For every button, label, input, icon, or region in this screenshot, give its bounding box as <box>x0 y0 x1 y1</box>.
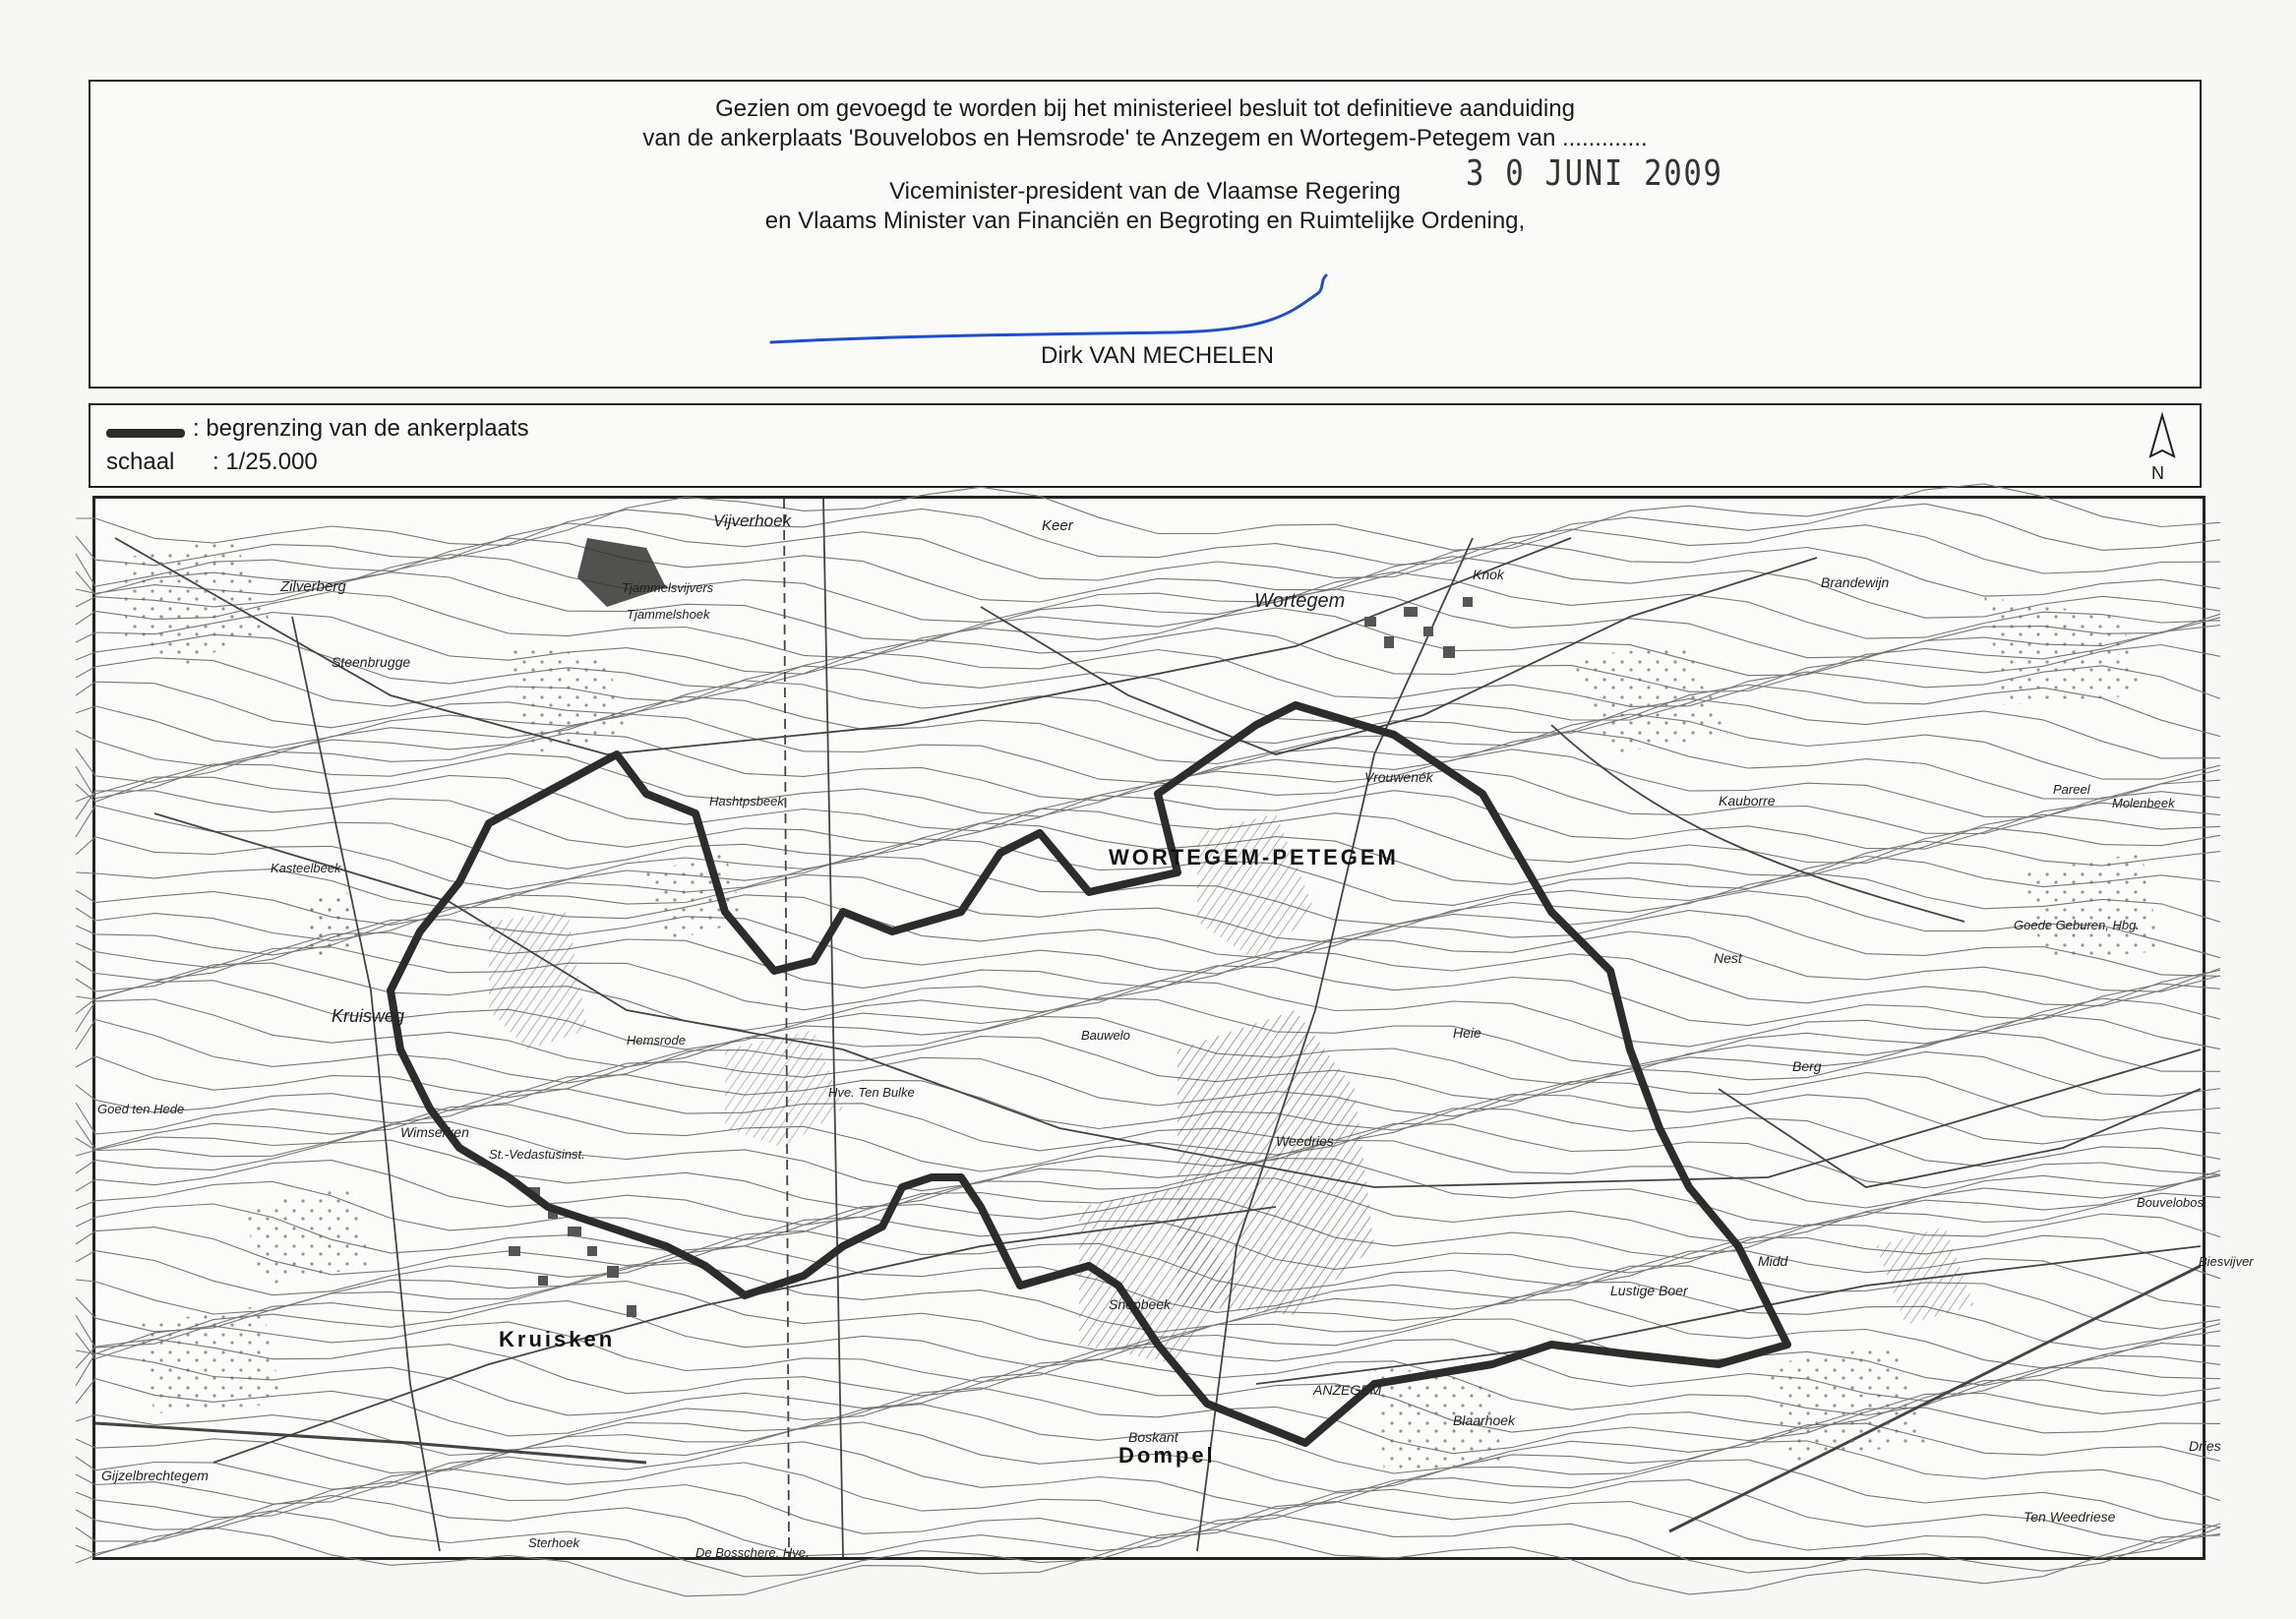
contour-line <box>76 1511 2220 1577</box>
place-label: Keer <box>1042 517 1073 534</box>
place-label: Vrouwenék <box>1364 769 1433 785</box>
place-label: Snepbeek <box>1109 1296 1172 1312</box>
contour-line <box>76 589 2220 658</box>
place-label: Nest <box>1714 950 1742 966</box>
boundary-legend-label: : begrenzing van de ankerplaats <box>193 415 529 442</box>
place-label: Wortegem <box>1254 590 1346 612</box>
minister-title-line-2: en Vlaams Minister van Financiën en Begroting en Ruimtelijke Ordening, <box>764 208 1526 234</box>
legend-box <box>89 403 2202 488</box>
place-label: Biesvijver <box>2199 1254 2254 1269</box>
place-label: Sterhoek <box>528 1535 580 1550</box>
woodland-areas <box>125 538 2161 1472</box>
place-label: Kauborre <box>1719 793 1776 809</box>
contour-line <box>76 911 2220 977</box>
place-label: Berg <box>1792 1058 1822 1074</box>
place-label: Kruisweg <box>332 1006 405 1026</box>
contour-line <box>76 1460 2220 1528</box>
minister-title-line-1: Viceminister-president van de Vlaamse Regering <box>889 178 1401 205</box>
contour-line <box>76 750 2220 817</box>
contour-line <box>76 504 2220 566</box>
place-label: Bouvelobos <box>2137 1195 2204 1210</box>
place-label: WORTEGEM-PETEGEM <box>1109 845 1399 869</box>
decree-text-line-1: Gezien om gevoegd te worden bij het ministerieel besluit tot definitieve aanduiding <box>715 95 1575 122</box>
contour-line <box>76 1051 2220 1116</box>
place-label: St.-Vedastusinst. <box>489 1147 585 1162</box>
boundary-line-swatch <box>106 429 185 438</box>
place-label: Gijzelbrechtegem <box>101 1468 209 1483</box>
contour-line <box>76 1528 2220 1596</box>
signatory-name: Dirk VAN MECHELEN <box>1041 342 1274 369</box>
contour-line <box>76 555 2220 623</box>
contour-line <box>76 572 2220 641</box>
contour-line <box>76 1495 2220 1557</box>
place-label: Kruisken <box>499 1327 616 1351</box>
contour-line <box>76 714 2220 783</box>
map-canvas <box>95 499 2254 1560</box>
decree-box <box>89 80 2202 389</box>
place-label: Hemsrode <box>627 1033 686 1048</box>
place-label: Goed ten Hede <box>97 1102 185 1116</box>
place-labels <box>97 511 2254 1560</box>
place-label: Kasteelbeek <box>271 861 341 875</box>
place-label: Blaarhoek <box>1453 1412 1516 1428</box>
contour-line <box>76 872 2220 942</box>
place-label: Dries <box>2189 1438 2221 1454</box>
place-label: Ten Weedriese <box>2024 1509 2116 1525</box>
contour-line <box>76 538 2220 602</box>
place-label: Midd <box>1758 1253 1788 1269</box>
place-label: Zilverberg <box>280 578 346 595</box>
place-label: ANZEGEM <box>1313 1382 1382 1398</box>
contour-line <box>76 484 2220 550</box>
contour-line <box>76 891 2220 959</box>
place-label: Tjammelshoek <box>627 607 710 622</box>
place-label: Weedries <box>1276 1133 1334 1149</box>
contour-line <box>76 791 2220 849</box>
scale-key: schaal <box>106 449 175 475</box>
place-label: De Bosschere, Hve. <box>695 1545 810 1560</box>
place-label: Lustige Boer <box>1610 1283 1688 1298</box>
place-label: Pareel <box>2053 782 2090 797</box>
place-label: Knok <box>1473 567 1504 582</box>
place-label: Bauwelo <box>1081 1028 1130 1043</box>
place-label: Heie <box>1453 1025 1481 1041</box>
contour-line <box>76 696 2220 766</box>
place-label: Goede Geburen, Hbg. <box>2014 918 2140 932</box>
contour-line <box>76 769 2220 833</box>
scale-value: : 1/25.000 <box>212 449 318 475</box>
place-label: Molenbeek <box>2112 796 2175 810</box>
decree-text-line-2: van de ankerplaats 'Bouvelobos en Hemsrode' te Anzegem en Wortegem-Petegem van ............. <box>642 125 1648 151</box>
contour-line <box>76 731 2220 801</box>
place-label: Hve. Ten Bulke <box>828 1085 915 1100</box>
place-label: Vijverhoek <box>713 511 792 530</box>
place-label: Dompel <box>1118 1443 1216 1468</box>
place-label: Brandewijn <box>1821 574 1890 590</box>
handwritten-signature <box>759 273 1350 352</box>
place-label: Steenbrugge <box>332 654 411 670</box>
topographic-map <box>92 496 2254 1560</box>
north-label: N <box>2151 463 2164 483</box>
date-stamp: 3 0 JUNI 2009 <box>1466 153 1723 194</box>
place-label: Boskant <box>1128 1429 1178 1445</box>
place-label: Hashtpsbeek <box>709 794 784 809</box>
place-label: Wimserken <box>400 1124 469 1140</box>
place-label: Tjammelsvijvers <box>622 580 714 595</box>
